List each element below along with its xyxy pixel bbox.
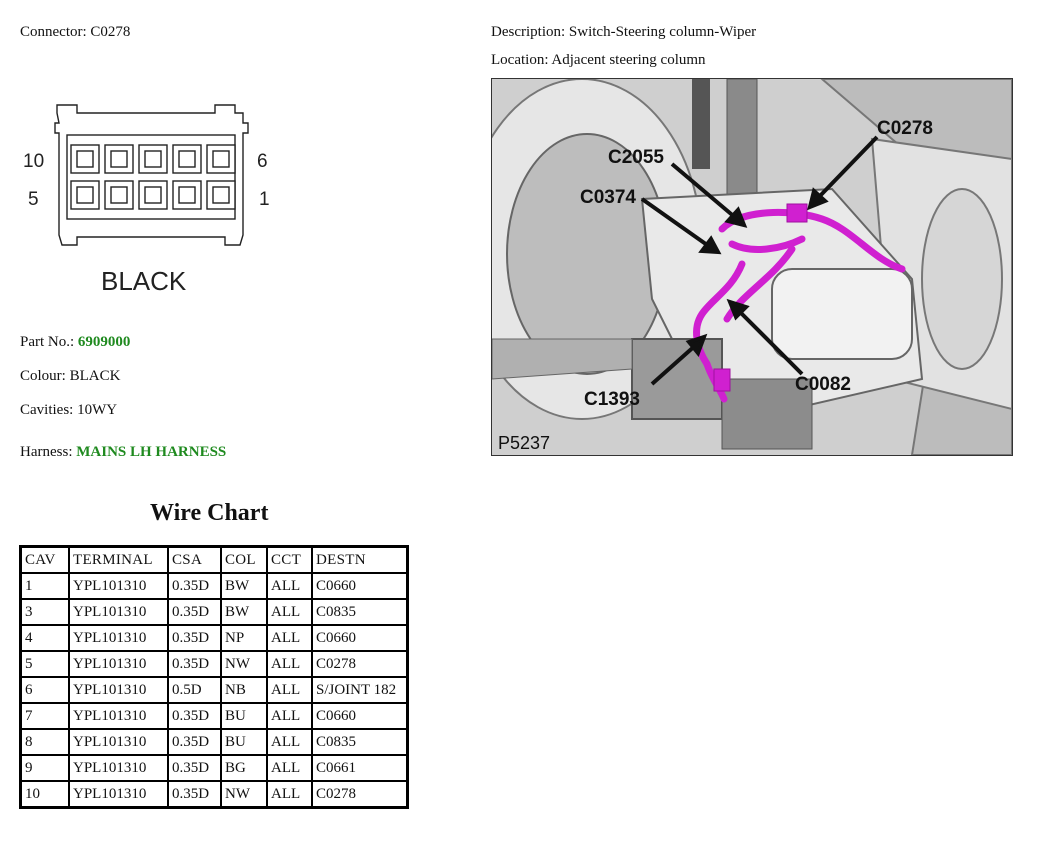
cell-cav: 7	[21, 703, 70, 729]
cell-col: NP	[221, 625, 267, 651]
cell-cct: ALL	[267, 755, 312, 781]
cell-destn: C0835	[312, 729, 408, 755]
cell-cct: ALL	[267, 677, 312, 703]
colour-field	[20, 368, 120, 385]
wire-chart-header-row	[21, 547, 408, 574]
table-row	[21, 755, 408, 781]
cell-cct: ALL	[267, 651, 312, 677]
colour-value: BLACK	[69, 368, 121, 384]
callout-c0278: C0278	[877, 118, 933, 139]
connector-cavity	[139, 145, 167, 173]
pin-label-6: 6	[257, 151, 268, 172]
connector-cavity	[71, 181, 99, 209]
photo-reference: P5237	[498, 433, 551, 453]
connector-housing	[55, 105, 248, 245]
harness-value[interactable]: MAINS LH HARNESS	[76, 444, 227, 460]
location-illustration	[492, 79, 1012, 455]
cell-cct: ALL	[267, 625, 312, 651]
cell-csa: 0.35D	[168, 599, 221, 625]
header-cav: CAV	[21, 547, 70, 574]
connector-cavity	[173, 145, 201, 173]
pin-label-1: 1	[259, 189, 270, 210]
table-row	[21, 677, 408, 703]
connector-cavity	[173, 181, 201, 209]
cell-cct: ALL	[267, 599, 312, 625]
connector-cavity	[105, 181, 133, 209]
cell-col: BU	[221, 729, 267, 755]
cell-destn: C0660	[312, 625, 408, 651]
cell-terminal: YPL101310	[69, 729, 168, 755]
description-label: Description:	[491, 24, 566, 40]
cell-cav: 10	[21, 781, 70, 808]
cell-csa: 0.35D	[168, 703, 221, 729]
header-col: COL	[221, 547, 267, 574]
cell-terminal: YPL101310	[69, 703, 168, 729]
callout-c2055: C2055	[608, 147, 664, 168]
cell-cav: 1	[21, 573, 70, 599]
cell-col: NW	[221, 651, 267, 677]
connector-face-diagram	[15, 95, 285, 305]
cell-col: NW	[221, 781, 267, 808]
header-csa: CSA	[168, 547, 221, 574]
cell-cct: ALL	[267, 703, 312, 729]
cell-cct: ALL	[267, 781, 312, 808]
wire-chart-table	[19, 545, 409, 809]
location-photo	[491, 78, 1013, 456]
cell-cav: 5	[21, 651, 70, 677]
cell-csa: 0.35D	[168, 729, 221, 755]
header-terminal: TERMINAL	[69, 547, 168, 574]
connector-cavity	[207, 145, 235, 173]
location-value: Adjacent steering column	[551, 52, 706, 68]
cell-csa: 0.35D	[168, 781, 221, 808]
cell-destn: C0660	[312, 703, 408, 729]
location-label: Location:	[491, 52, 549, 68]
cell-col: BG	[221, 755, 267, 781]
cell-terminal: YPL101310	[69, 625, 168, 651]
table-row	[21, 651, 408, 677]
table-row	[21, 729, 408, 755]
cell-terminal: YPL101310	[69, 599, 168, 625]
cell-cav: 6	[21, 677, 70, 703]
cavities-field	[20, 402, 117, 419]
connector-label: Connector:	[20, 24, 87, 40]
wire-chart-title: Wire Chart	[150, 500, 269, 526]
cell-terminal: YPL101310	[69, 651, 168, 677]
cell-csa: 0.35D	[168, 573, 221, 599]
harness-field	[20, 444, 226, 461]
cell-cav: 9	[21, 755, 70, 781]
cell-cct: ALL	[267, 573, 312, 599]
connector-cavity	[71, 145, 99, 173]
cavities-value: 10WY	[77, 402, 118, 418]
table-row	[21, 703, 408, 729]
part-no-field	[20, 334, 130, 351]
part-no-label: Part No.:	[20, 334, 75, 350]
harness-label: Harness:	[20, 444, 73, 460]
cell-cav: 3	[21, 599, 70, 625]
table-row	[21, 599, 408, 625]
table-row	[21, 625, 408, 651]
cell-col: BW	[221, 573, 267, 599]
header-destn: DESTN	[312, 547, 408, 574]
cell-cct: ALL	[267, 729, 312, 755]
cell-cav: 4	[21, 625, 70, 651]
description-value: Switch-Steering column-Wiper	[568, 24, 757, 40]
part-no-value[interactable]: 6909000	[77, 334, 131, 350]
cell-terminal: YPL101310	[69, 755, 168, 781]
connector-cavity	[105, 145, 133, 173]
cell-csa: 0.35D	[168, 651, 221, 677]
cell-terminal: YPL101310	[69, 677, 168, 703]
cell-col: BW	[221, 599, 267, 625]
colour-label: Colour:	[20, 368, 66, 384]
header-cct: CCT	[267, 547, 312, 574]
cell-destn: C0278	[312, 651, 408, 677]
cell-cav: 8	[21, 729, 70, 755]
description-field	[491, 24, 756, 41]
table-row	[21, 781, 408, 808]
location-field	[491, 52, 706, 69]
cell-terminal: YPL101310	[69, 573, 168, 599]
cavities-label: Cavities:	[20, 402, 74, 418]
pin-label-10: 10	[23, 151, 45, 172]
cell-destn: S/JOINT 182	[312, 677, 408, 703]
pin-label-5: 5	[28, 189, 39, 210]
cell-col: NB	[221, 677, 267, 703]
table-row	[21, 573, 408, 599]
callout-c0374: C0374	[580, 187, 636, 208]
callout-c0082: C0082	[795, 374, 851, 395]
cell-destn: C0660	[312, 573, 408, 599]
callout-c1393: C1393	[584, 389, 640, 410]
connector-colour-caption: BLACK	[101, 266, 187, 296]
cell-csa: 0.35D	[168, 755, 221, 781]
connector-value: C0278	[90, 24, 131, 40]
connector-cavity	[139, 181, 167, 209]
cell-col: BU	[221, 703, 267, 729]
cell-destn: C0278	[312, 781, 408, 808]
cell-destn: C0835	[312, 599, 408, 625]
cell-csa: 0.5D	[168, 677, 221, 703]
cell-destn: C0661	[312, 755, 408, 781]
connector-cavity	[207, 181, 235, 209]
cell-csa: 0.35D	[168, 625, 221, 651]
cell-terminal: YPL101310	[69, 781, 168, 808]
wire-chart-body	[21, 573, 408, 808]
connector-field	[20, 24, 130, 41]
